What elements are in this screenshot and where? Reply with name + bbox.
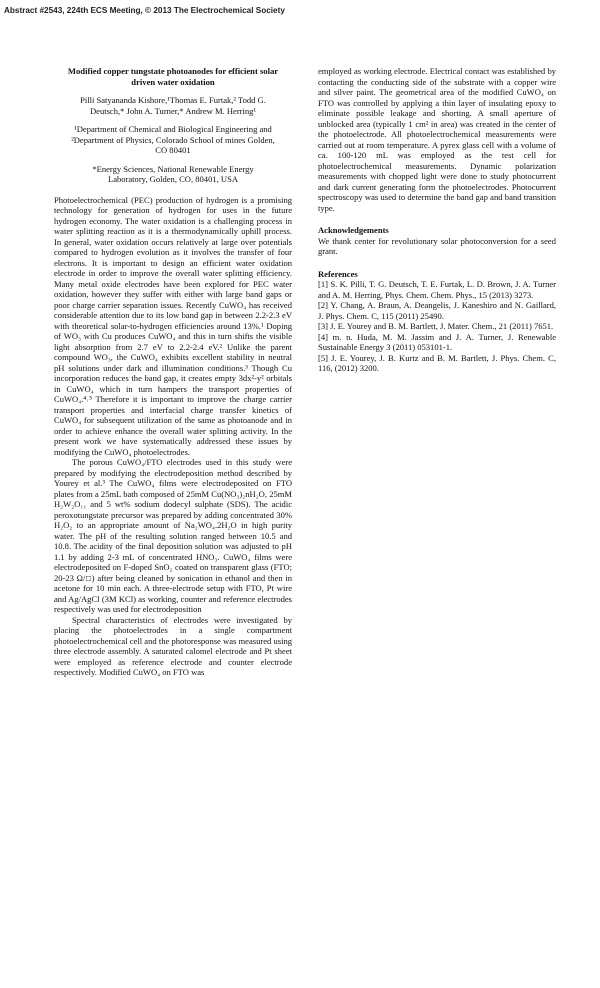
author-list: Pilli Satyananda Kishore,¹Thomas E. Furtak,² Todd G. Deutsch,* John A. Turner,* Andrew M. Herring¹ bbox=[80, 95, 266, 116]
reference-list bbox=[318, 279, 556, 374]
right-column bbox=[318, 66, 556, 374]
left-column bbox=[54, 66, 292, 678]
paper-title: Modified copper tungstate photoanodes for efficient solar driven water oxidation bbox=[67, 66, 279, 87]
acknowledgements-heading: Acknowledgements bbox=[318, 225, 389, 235]
acknowledgements-text: We thank center for revolutionary solar photoconversion for a seed grant. bbox=[318, 235, 556, 256]
reference-item: [3] J. E. Yourey and B. M. Bartlett, J. Mater. Chem., 21 (2011) 7651. bbox=[318, 321, 554, 331]
reference-item: [2] Y. Chang, A. Braun, A. Deangelis, J. Kaneshiro and N. Gaillard, J. Phys. Chem. C, 115 (2011) 25490. bbox=[318, 300, 556, 321]
reference-item: [5] J. E. Yourey, J. B. Kurtz and B. M. Bartlett, J. Phys. Chem. C, 116, (2012) 3200. bbox=[318, 352, 556, 373]
intro-paragraph: Photoelectrochemical (PEC) production of hydrogen is a promising technology for generation of hydrogen for uses in the future hydrogen economy. The water oxidation is a challenging process in water splitting reaction as it is a thermodynamically uphill process. In general, water oxidation occurs relatively at large over potentials compared to hydrogen evolution as it involves the transfer of four electrons. It is important to design an efficient water oxidation electrode in order to improve the overall water splitting efficiency. Many metal oxide electrodes have been explored for PEC water oxidation, however they suffer with either with large band gaps or poor charge carrier separation issues. Recently CuWO₄ has received considerable attention due to its low band gap in between 2.2-2.3 eV with theoretical solar-to-hydrogen efficiencies around 13%.¹ Doping of WO₃ with Cu produces CuWO₄ and this in turn shifts the visible light absorption from 2.7 eV to 2.2-2.4 eV.² Unlike the parent compound WO₃, the CuWO₄ exhibits excellent stability in neutral pH solutions under dark and illumination conditions.³ Though Cu incorporation reduces the band gap, it creates empty 3dx²-y² orbitals in CuWO₄ which in turn hampers the transport properties of CuWO₄.⁴˒⁵ Therefore it is important to improve the charge carrier transport properties and interfacial charge transfer kinetics of CuWO₄ for subsequent utilization of the same as photoanode and in order to achieve enhance the overall water splitting activity. In the present work we have systematically addressed these issues by modifying the CuWO₄ photoelectrodes. bbox=[54, 194, 292, 457]
spectral-paragraph: Spectral characteristics of electrodes were investigated by placing the photoelectrodes in a single compartment photoelectrochemical cell and the photoresponse was measured using three electrode assembly. A saturated calomel electrode and Pt sheet were employed as reference electrode and counter electrode respectively. Modified CuWO₄ on FTO was bbox=[54, 614, 292, 677]
affiliation-2: *Energy Sciences, National Renewable Energy Laboratory, Golden, CO, 80401, USA bbox=[92, 163, 254, 184]
references-heading: References bbox=[318, 268, 358, 279]
affiliation-1: ¹Department of Chemical and Biological Engineering and ²Department of Physics, Colorado School of mines Golden, CO 80401 bbox=[71, 124, 275, 155]
reference-item: [4] m. n. Huda, M. M. Jassim and J. A. Turner, J. Renewable Sustainable Energy 3 (2011) 053101-1. bbox=[318, 331, 556, 352]
continued-paragraph: employed as working electrode. Electrical contact was established by contacting the conducting side of the substrate with a copper wire and silver paint. The geometrical area of the modified CuWO₄ on FTO was controlled by applying a thin layer of insulating epoxy to eliminate possible leakage and shorting. A small aperture of unblocked area (typically 1 cm² in area) was created in the center of the photoelectrode. All photoelectrochemical measurements were carried out at room temperature. A pyrex glass cell with a volume of ca. 100-120 mL was employed as the test cell for photoelectrochemical measurements. Dynamic polarization measurements with chopped light were done to study photocurrent and dark current generating form the photoelectrodes. Photocurrent spectroscopy was used to determine the band gap and band transition type. bbox=[318, 66, 556, 213]
reference-item: [1] S. K. Pilli, T. G. Deutsch, T. E. Furtak, L. D. Brown, J. A. Turner and A. M. Herring, Phys. Chem. Chem. Phys., 15 (2013) 3273. bbox=[318, 279, 556, 300]
page-header: Abstract #2543, 224th ECS Meeting, © 2013 The Electrochemical Society bbox=[4, 6, 285, 15]
methods-paragraph: The porous CuWO₄/FTO electrodes used in this study were prepared by modifying the electrodeposition method described by Yourey et al.³ The CuWO₄ films were electrodeposited on FTO plates from a 25mL bath composed of 25mM Cu(NO₃)₂nH₂O, 25mM H₂W₂O₁₁ and 5 wt% sodium dodecyl sulphate (SDS). The acidic peroxotungstate precursor was prepared by adding concentrated 30% H₂O₂ to an appropriate amount of Na₂WO₄.2H₂O in high purity water. The pH of the resulting solution ranged between 10.5 and 10.8. The acidity of the final deposition solution was adjusted to pH 1.1 by adding 2-3 mL of concentrated HNO₃. CuWO₄ films were electrodeposited on F-doped SnO₂ coated on transparent glass (FTO; 20-23 Ω/□) after being cleaned by sonication in ethanol and then in acetone for 10 min each. A three-electrode setup with FTO, Pt wire and Ag/AgCl (3M KCl) as working, counter and reference electrodes respectively was used for electrodeposition bbox=[54, 457, 292, 614]
